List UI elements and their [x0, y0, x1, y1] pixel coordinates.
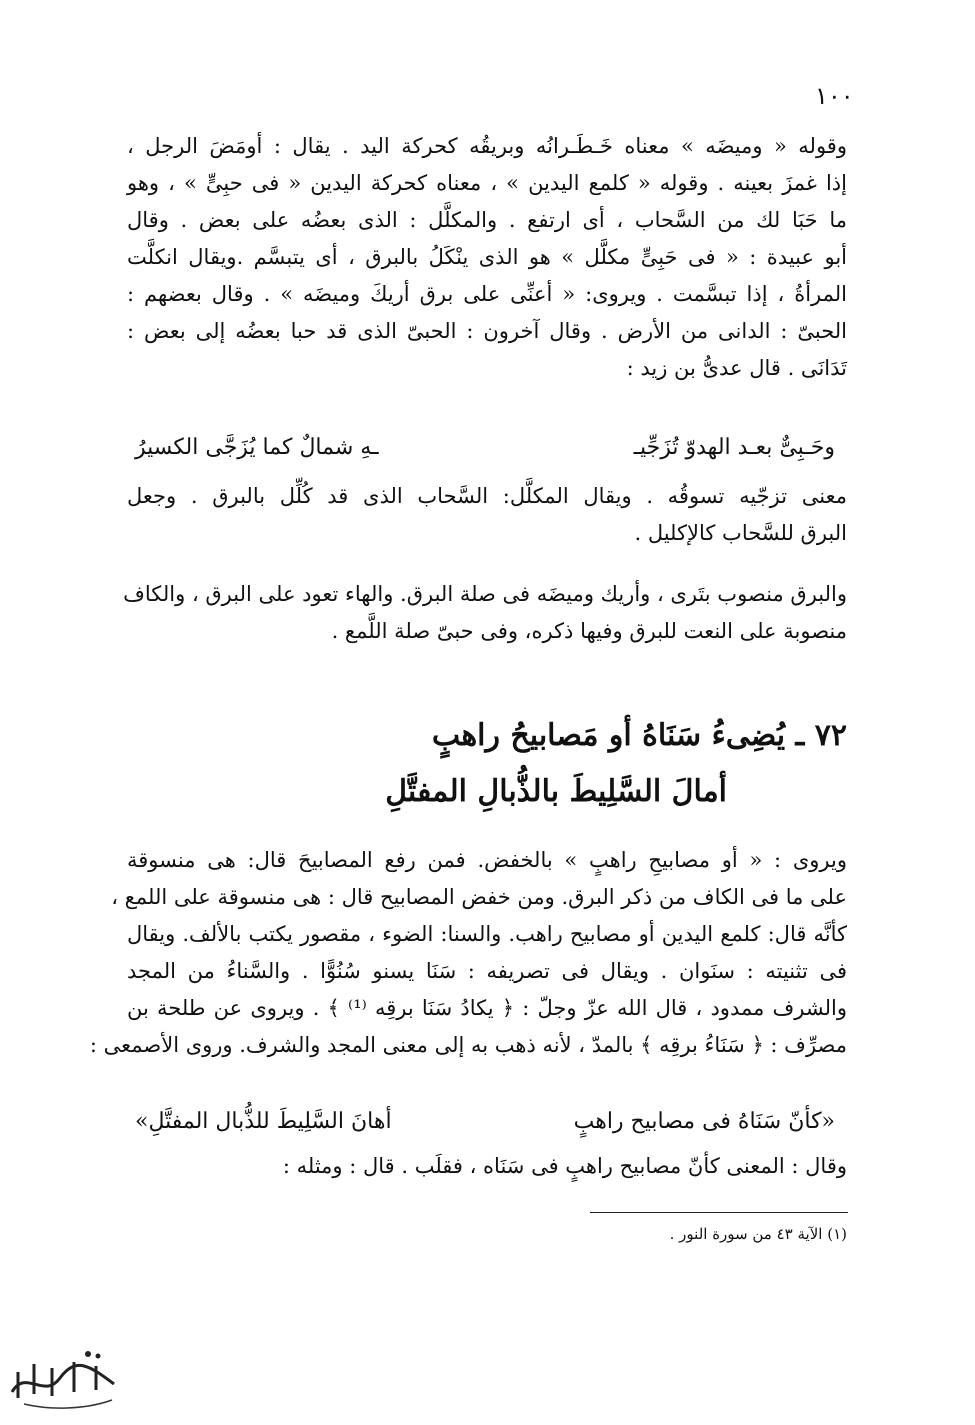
- paragraph-lightning-commentary: [127, 128, 847, 387]
- text-line: على ما فى الكاف من ذكر البرق. ومن خفض المصابيح قال : هى منسوقة على اللمع ،: [111, 885, 847, 909]
- text-line: والبرق منصوب بتَرى ، وأريك وميضَه فى صلة البرق. والهاء تعود على البرق ، والكاف: [123, 582, 847, 606]
- verse-asmai: [135, 1102, 835, 1142]
- text-line: ما حَبَا لك من السَّحاب ، أى ارتفع . والمكلَّل : الذى بعضُه على بعض . وقال: [127, 208, 847, 232]
- verse-hemistich-left: ـهِ شمالٌ كما يُزَجَّى الكسيرُ: [135, 435, 379, 460]
- paragraph-tazjiyah: [127, 478, 847, 552]
- footnote: (١) الآية ٤٣ من سورة النور .: [669, 1225, 847, 1243]
- verse-hemistich-right: وحَـبِىٌّ بعـد الهدوّ تُزَجِّيـ: [633, 435, 835, 460]
- text-line: وقال : المعنى كأنّ مصابيح راهبٍ فى سَنَاه ، فقلَب . قال : ومثله :: [282, 1154, 847, 1178]
- text-line: معنى تزجّيه تسوقُه . ويقال المكلَّل: السَّحاب الذى قد كُلِّل بالبرق . وجعل: [127, 484, 847, 508]
- verse-adi-ibn-zayd: [135, 428, 835, 468]
- text-line: فى تثنيته : سنَوان . ويقال فى تصريفه : سَنَا يسنو سُنُوًّا . والسَّناءُ من المجد: [127, 959, 847, 983]
- paragraph-inversion: [127, 1148, 847, 1185]
- text-line: المرأةُ ، إذا تبسَّمت . ويروى: « أعنِّى على برق أريكَ وميضَه » . وقال بعضهم :: [127, 282, 847, 306]
- text-line: إذا غمزَ بعينه . وقوله « كلمع اليدين » ، معناه كحركة اليدين « فى حبِىٍّ » ، وهو: [127, 171, 847, 195]
- text-line: كأنَّه قال: كلمع اليدين أو مصابيح راهب. والسنا: الضوء ، مقصور يكتب بالألف. ويقال: [127, 922, 847, 946]
- text-line: أبو عبيدة : « فى حَبِىٍّ مكلَّل » هو الذى ينْكَلُ بالبرق ، أى يتبسَّم .ويقال انكلَّت: [127, 245, 847, 269]
- text-line: تَدَانَى . قال عدىُّ بن زيد :: [626, 356, 847, 380]
- text-line: البرق للسَّحاب كالإكليل .: [634, 521, 847, 545]
- poem-line-first: ٧٢ ـ يُضِىءُ سَنَاهُ أو مَصابيحُ راهبٍ: [431, 718, 847, 753]
- text-line: مصرِّف : ﴿ سَنَاءُ برقِه ﴾ بالمدّ ، لأنه ذهب به إلى معنى المجد والشرف. وروى الأصمعى :: [89, 1033, 847, 1057]
- poem-line-second: أمالَ السَّلِيطَ بالذُّبالِ المفتَّلِ: [385, 774, 727, 809]
- text-line: والشرف ممدود ، قال الله عزّ وجلّ : ﴿ يكادُ سَنَا برقِه ⁽¹⁾ ﴾ . ويروى عن طلحة بن: [127, 996, 847, 1020]
- poem-verse-72: [127, 708, 847, 820]
- verse-hemistich-right: «كأنّ سَنَاهُ فى مصابيح راهبٍ: [573, 1109, 835, 1134]
- paragraph-verse-commentary: [89, 842, 847, 1064]
- text-line: ويروى : « أو مصابيحِ راهبٍ » بالخفض. فمن رفع المصابيحَ قال: هى منسوقة: [127, 848, 847, 872]
- page-number: ١٠٠: [815, 82, 854, 110]
- verse-hemistich-left: أهانَ السَّلِيطَ للذُّبال المفتَّلِ»: [135, 1109, 392, 1134]
- footnote-divider: [590, 1212, 848, 1213]
- text-line: منصوبة على النعت للبرق وفيها ذكره، وفى حبىّ صلة اللَّمع .: [331, 619, 847, 643]
- library-stamp-icon: [4, 1338, 124, 1416]
- text-line: الحبىّ : الدانى من الأرض . وقال آخرون : الحبىّ الذى قد حبا بعضُه إلى بعض :: [127, 319, 847, 343]
- paragraph-grammar: [123, 576, 847, 650]
- text-line: وقوله « وميضَه » معناه خَـطَـرانُه وبريقُه كحركة اليد . يقال : أومَضَ الرجل ،: [127, 134, 847, 158]
